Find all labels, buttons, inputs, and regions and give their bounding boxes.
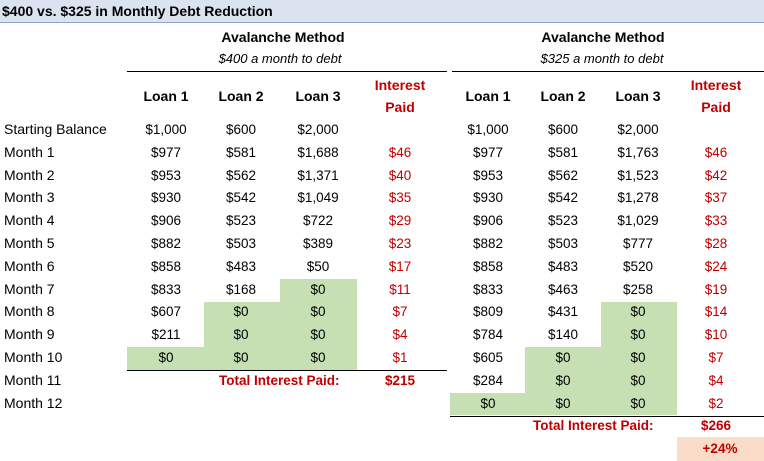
row-label: Starting Balance <box>4 121 107 137</box>
title-bar <box>0 0 764 23</box>
right-loan3-cell: $0 <box>630 327 646 343</box>
right-interest-cell: $33 <box>704 213 728 229</box>
left-loan3-cell: $1,049 <box>297 190 339 206</box>
right-loan1-cell: $0 <box>480 395 496 411</box>
left-header-rule <box>127 71 447 72</box>
right-interest-cell: $14 <box>704 304 728 320</box>
left-header-interest-line1: Interest <box>374 77 426 93</box>
right-loan2-cell: $562 <box>547 167 579 183</box>
right-interest-cell: $19 <box>704 281 728 297</box>
left-loan1-cell: $977 <box>150 144 182 160</box>
left-header-loan1: Loan 1 <box>143 88 189 104</box>
left-loan1-cell: $607 <box>150 304 182 320</box>
right-header-loan2: Loan 2 <box>540 88 586 104</box>
right-loan3-cell: $258 <box>622 281 654 297</box>
right-header-rule <box>452 71 764 72</box>
right-loan1-cell: $784 <box>472 327 504 343</box>
left-interest-cell: $46 <box>388 144 412 160</box>
right-interest-cell: $4 <box>708 372 724 388</box>
left-loan2-cell: $562 <box>225 167 257 183</box>
right-loan2-cell: $0 <box>555 395 571 411</box>
left-loan2-cell: $0 <box>233 350 249 365</box>
right-loan2-cell: $503 <box>547 236 579 251</box>
left-loan3-cell: $0 <box>310 304 326 320</box>
left-loan3-cell: $2,000 <box>297 122 339 137</box>
left-subtitle: $400 a month to debt <box>218 51 342 66</box>
left-loan3-cell: $1,688 <box>297 144 339 160</box>
left-loan2-cell: $581 <box>225 144 257 160</box>
left-header-interest-line2: Paid <box>385 99 415 115</box>
row-label: Month 5 <box>4 235 55 251</box>
right-loan2-cell: $581 <box>547 144 579 160</box>
left-interest-cell: $7 <box>392 304 408 320</box>
left-interest-cell: $29 <box>388 213 412 229</box>
right-loan1-cell: $833 <box>472 281 504 297</box>
left-loan2-cell: $523 <box>225 213 257 229</box>
left-loan1-cell: $833 <box>150 281 182 297</box>
right-subtitle: $325 a month to debt <box>540 51 664 66</box>
row-label: Month 4 <box>4 212 55 229</box>
left-interest-cell: $23 <box>388 236 412 251</box>
right-interest-cell: $24 <box>704 258 728 274</box>
right-loan1-cell: $605 <box>472 350 504 365</box>
left-total-value: $215 <box>384 373 416 388</box>
right-loan1-cell: $858 <box>472 258 504 274</box>
right-total-label: Total Interest Paid: <box>533 418 654 433</box>
right-loan1-cell: $977 <box>472 144 504 160</box>
row-label: Month 2 <box>4 166 55 183</box>
left-loan2-cell: $0 <box>233 304 249 320</box>
right-loan3-cell: $0 <box>630 395 646 411</box>
right-loan1-cell: $930 <box>472 190 504 206</box>
row-label: Month 11 <box>4 371 62 388</box>
right-loan1-cell: $284 <box>472 372 504 388</box>
right-bottom-rule <box>450 416 764 417</box>
left-loan2-cell: $503 <box>225 236 257 251</box>
right-loan1-cell: $882 <box>472 236 504 251</box>
left-loan1-cell: $906 <box>150 213 182 229</box>
right-interest-cell: $46 <box>704 144 728 160</box>
left-loan1-cell: $211 <box>151 327 181 343</box>
sheet-title: $400 vs. $325 in Monthly Debt Reduction <box>2 3 273 19</box>
row-label: Month 1 <box>4 143 55 160</box>
left-loan3-cell: $722 <box>302 213 334 229</box>
right-loan3-cell: $0 <box>630 304 646 320</box>
right-total-value: $266 <box>700 418 732 433</box>
right-loan2-cell: $0 <box>555 372 571 388</box>
right-loan3-cell: $1,523 <box>617 167 659 183</box>
right-loan2-cell: $431 <box>547 304 579 320</box>
right-loan1-cell: $906 <box>472 213 504 229</box>
right-loan2-cell: $600 <box>547 122 579 137</box>
right-interest-cell: $10 <box>704 327 728 343</box>
right-loan3-cell: $777 <box>622 236 654 251</box>
left-interest-cell: $35 <box>388 190 412 206</box>
left-header-loan3: Loan 3 <box>295 88 341 104</box>
left-interest-cell: $1 <box>392 350 408 365</box>
left-loan2-cell: $0 <box>233 327 249 343</box>
right-loan1-cell: $1,000 <box>467 122 509 137</box>
right-method-title: Avalanche Method <box>541 29 665 45</box>
left-header-interest <box>364 74 436 118</box>
row-label: Month 6 <box>4 257 55 274</box>
right-loan2-cell: $140 <box>547 327 579 343</box>
left-loan3-cell: $1,371 <box>297 167 339 183</box>
row-label: Month 3 <box>4 189 55 206</box>
left-loan1-cell: $1,000 <box>145 122 187 137</box>
right-interest-cell: $37 <box>704 190 728 206</box>
left-interest-cell: $17 <box>388 258 412 274</box>
right-interest-cell: $2 <box>708 395 724 411</box>
left-loan2-cell: $542 <box>225 190 257 206</box>
pct-increase-value: +24% <box>702 441 738 456</box>
left-loan2-cell: $483 <box>225 258 257 274</box>
row-label: Month 9 <box>4 326 55 343</box>
right-loan2-cell: $542 <box>547 190 579 206</box>
row-label: Month 8 <box>4 303 55 320</box>
left-loan1-cell: $0 <box>158 350 174 365</box>
left-loan1-cell: $953 <box>150 167 182 183</box>
right-header-loan1: Loan 1 <box>465 88 511 104</box>
left-loan1-cell: $882 <box>150 236 182 251</box>
right-interest-cell: $42 <box>704 167 728 183</box>
left-interest-cell: $40 <box>388 167 412 183</box>
left-bottom-rule <box>127 370 447 371</box>
left-loan3-cell: $389 <box>302 236 334 251</box>
left-loan2-cell: $600 <box>225 122 257 137</box>
left-loan1-cell: $930 <box>150 190 182 206</box>
right-interest-cell: $7 <box>708 350 724 365</box>
right-loan1-cell: $953 <box>472 167 504 183</box>
left-method-title: Avalanche Method <box>221 29 345 45</box>
left-interest-cell: $11 <box>389 281 411 297</box>
right-header-interest-line1: Interest <box>690 77 742 93</box>
right-header-interest <box>680 74 752 118</box>
row-label: Month 10 <box>4 349 63 365</box>
right-loan3-cell: $520 <box>622 258 654 274</box>
right-loan2-cell: $0 <box>555 350 571 365</box>
row-label: Month 12 <box>4 394 63 411</box>
row-label: Month 7 <box>4 280 55 297</box>
right-loan2-cell: $463 <box>547 281 579 297</box>
left-interest-cell: $4 <box>392 327 408 343</box>
left-loan2-cell: $168 <box>225 281 257 297</box>
left-loan1-cell: $858 <box>150 258 182 274</box>
left-loan3-cell: $0 <box>310 327 326 343</box>
right-loan3-cell: $1,278 <box>617 190 659 206</box>
right-interest-cell: $28 <box>704 236 728 251</box>
right-loan3-cell: $2,000 <box>617 122 659 137</box>
left-loan3-cell: $0 <box>310 350 326 365</box>
left-loan3-cell: $50 <box>306 258 330 274</box>
left-loan3-cell: $0 <box>310 281 326 297</box>
left-header-loan2: Loan 2 <box>218 88 264 104</box>
right-loan2-cell: $523 <box>547 213 579 229</box>
right-loan2-cell: $483 <box>547 258 579 274</box>
right-loan3-cell: $0 <box>630 372 646 388</box>
right-header-interest-line2: Paid <box>701 99 731 115</box>
right-loan3-cell: $1,763 <box>617 144 659 160</box>
right-loan1-cell: $809 <box>472 304 504 320</box>
right-loan3-cell: $1,029 <box>617 213 659 229</box>
right-loan3-cell: $0 <box>630 350 646 365</box>
right-header-loan3: Loan 3 <box>615 88 661 104</box>
left-total-label: Total Interest Paid: <box>219 373 340 388</box>
